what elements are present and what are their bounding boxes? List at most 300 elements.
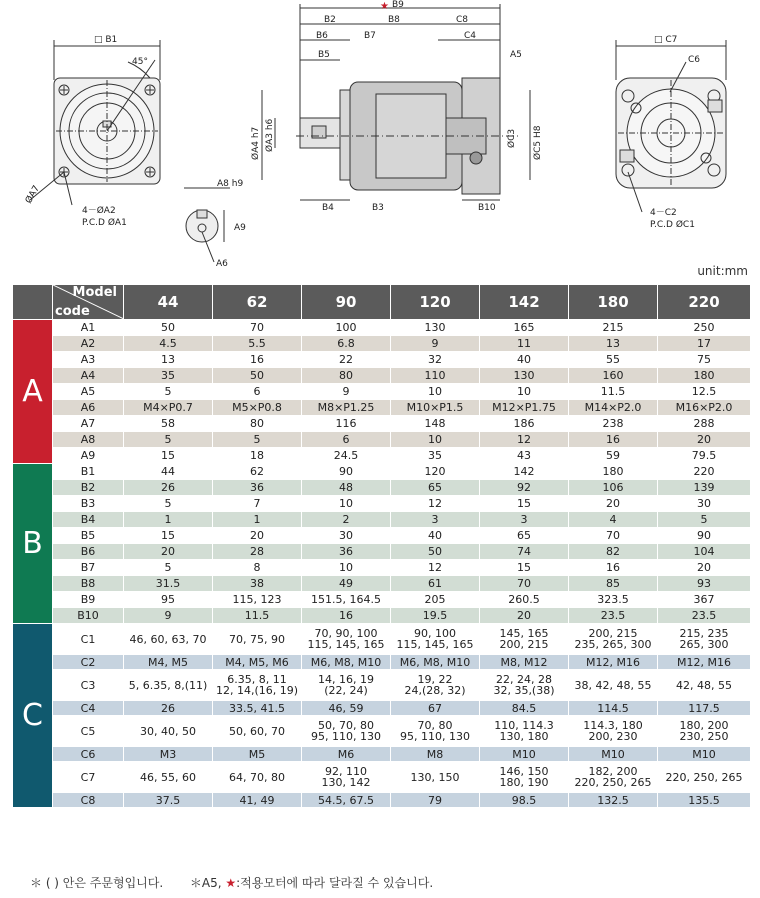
table-cell: 18 [213,448,302,464]
header-group-cell [13,285,53,320]
footnote-motor-note: :적용모터에 따라 달라질 수 있습니다. [236,876,434,890]
cell-line: 114.3, 180 [583,719,643,732]
table-cell: 23.5 [658,608,751,624]
cell-line: M3 [159,747,177,761]
table-cell: 238 [569,416,658,432]
table-cell: 11.5 [213,608,302,624]
table-cell [124,701,213,716]
table-cell [124,762,213,793]
cell-line: 54.5, 67.5 [318,793,374,807]
table-cell [658,793,751,808]
table-cell: 10 [302,496,391,512]
table-cell [124,624,213,655]
table-cell [480,655,569,670]
cell-line: 33.5, 41.5 [229,701,285,715]
table-cell [658,670,751,701]
table-cell [302,762,391,793]
label-c7: □ C7 [654,35,678,45]
row-code: B1 [53,464,124,480]
table-cell: 44 [124,464,213,480]
table-cell [480,762,569,793]
spec-table-body [13,320,751,808]
table-cell: 85 [569,576,658,592]
cell-line: M10 [512,747,536,761]
table-cell [391,793,480,808]
table-cell [569,701,658,716]
table-cell: 36 [213,480,302,496]
table-cell: 20 [569,496,658,512]
table-cell: 30 [302,528,391,544]
row-code: A3 [53,352,124,368]
table-cell [569,670,658,701]
label-c5: ØC5 H8 [533,125,543,160]
table-cell: 5 [124,560,213,576]
table-cell: 10 [391,384,480,400]
table-cell: 36 [302,544,391,560]
cell-line: 180, 190 [499,776,549,789]
table-cell: 16 [213,352,302,368]
table-cell: 3 [391,512,480,528]
table-cell: 48 [302,480,391,496]
label-b6: B6 [316,31,328,41]
table-cell: M14×P2.0 [569,400,658,416]
table-cell: 65 [480,528,569,544]
header-model-62: 62 [213,285,302,320]
shaft-end-view [184,188,230,262]
table-cell [480,701,569,716]
label-rear-holes: 4－C2 [650,208,677,218]
row-code: C4 [53,701,124,716]
label-b4: B4 [322,203,334,213]
cell-line: 132.5 [597,793,629,807]
table-cell: M5×P0.8 [213,400,302,416]
table-cell: 61 [391,576,480,592]
cell-line: 37.5 [155,793,181,807]
label-angle: 45° [132,57,148,67]
side-view [262,4,530,200]
table-row [13,655,751,670]
table-row [13,480,751,496]
header-model-142: 142 [480,285,569,320]
table-cell: 50 [124,320,213,336]
row-code: B9 [53,592,124,608]
header-model-label: Model [72,285,117,300]
row-code: C2 [53,655,124,670]
cell-line: 235, 265, 300 [574,638,652,651]
cell-line: (22, 24) [324,684,368,697]
group-label-a: A [13,320,53,464]
cell-line: 70, 90, 100 [314,627,378,640]
table-cell: M8×P1.25 [302,400,391,416]
table-cell: 180 [658,368,751,384]
cell-line: 145, 165 [499,627,549,640]
table-row [13,701,751,716]
table-cell [658,624,751,655]
header-model-90: 90 [302,285,391,320]
table-cell: 186 [480,416,569,432]
row-code: A7 [53,416,124,432]
row-code: B4 [53,512,124,528]
table-cell: 70 [569,528,658,544]
table-cell: 43 [480,448,569,464]
cell-line: M6, M8, M10 [310,655,382,669]
label-a7: ØA7 [23,184,43,206]
table-cell: 70 [213,320,302,336]
cell-line: 114.5 [597,701,629,715]
cell-line: 46, 60, 63, 70 [129,632,207,646]
cell-line: 50, 60, 70 [229,724,285,738]
label-a5: A5 [510,50,522,60]
table-cell: 115, 123 [213,592,302,608]
table-cell: 80 [213,416,302,432]
table-cell: 148 [391,416,480,432]
table-cell: 49 [302,576,391,592]
table-row [13,352,751,368]
cell-line: M8, M12 [500,655,548,669]
table-row [13,320,751,336]
table-cell [480,670,569,701]
table-row [13,670,751,701]
table-cell: 288 [658,416,751,432]
row-code: B7 [53,560,124,576]
table-cell: 139 [658,480,751,496]
table-cell: M10×P1.5 [391,400,480,416]
table-cell: 15 [124,448,213,464]
cell-line: M6, M8, M10 [399,655,471,669]
table-row [13,592,751,608]
header-model-220: 220 [658,285,751,320]
table-cell [391,747,480,762]
table-cell: 90 [658,528,751,544]
table-cell: 6.8 [302,336,391,352]
row-code: A8 [53,432,124,448]
label-b3: B3 [372,203,384,213]
cell-line: 50, 70, 80 [318,719,374,732]
table-cell: 12.5 [658,384,751,400]
cell-line: 70, 75, 90 [229,632,285,646]
table-cell: 205 [391,592,480,608]
cell-line: 70, 80 [417,719,453,732]
label-c3: ØC3 [507,128,517,148]
cell-line: 130, 142 [321,776,371,789]
row-code: C3 [53,670,124,701]
cell-line: 22, 24, 28 [496,673,552,686]
label-c8: C8 [456,15,469,25]
table-cell: 82 [569,544,658,560]
table-cell: 12 [391,496,480,512]
label-c6: C6 [688,55,701,65]
table-cell: 12 [480,432,569,448]
cell-line: 46, 59 [328,701,364,715]
table-cell: 15 [480,496,569,512]
table-cell [658,747,751,762]
table-cell [569,624,658,655]
table-cell: 5 [124,384,213,400]
cell-line: 95, 110, 130 [400,730,470,743]
row-code: A9 [53,448,124,464]
label-b10: B10 [478,203,496,213]
table-cell [658,655,751,670]
table-cell: 367 [658,592,751,608]
table-cell: 130 [480,368,569,384]
table-cell [391,655,480,670]
header-row [13,285,751,320]
table-cell [213,747,302,762]
b9-star-icon: ★ [380,1,389,12]
cell-line: 115, 145, 165 [396,638,474,651]
cell-line: M12, M16 [586,655,640,669]
table-cell: 220 [658,464,751,480]
table-cell: 80 [302,368,391,384]
table-cell: 26 [124,480,213,496]
table-cell [302,670,391,701]
table-cell: 55 [569,352,658,368]
cell-line: 130, 180 [499,730,549,743]
table-cell [480,716,569,747]
table-row [13,747,751,762]
table-cell [302,701,391,716]
table-cell: 35 [124,368,213,384]
table-cell [124,793,213,808]
table-cell: M12×P1.75 [480,400,569,416]
footnote-custom-order: ＊ ( ) 안은 주문형입니다. [30,876,164,890]
row-code: C7 [53,762,124,793]
cell-line: 6.35, 8, 11 [227,673,287,686]
table-cell [391,701,480,716]
label-a4: ØA4 h7 [251,126,261,160]
cell-line: 67 [428,701,442,715]
table-cell: 7 [213,496,302,512]
cell-line: 146, 150 [499,765,549,778]
table-cell: 13 [569,336,658,352]
table-cell [569,655,658,670]
group-label-b: B [13,464,53,624]
table-cell [658,716,751,747]
table-cell [213,793,302,808]
table-cell: 16 [302,608,391,624]
table-cell: 65 [391,480,480,496]
cell-line: 19, 22 [417,673,453,686]
table-cell: 130 [391,320,480,336]
table-cell [213,701,302,716]
technical-drawings [0,0,760,270]
cell-line: 42, 48, 55 [676,678,732,692]
cell-line: 64, 70, 80 [229,770,285,784]
table-cell [658,762,751,793]
table-cell: 4 [569,512,658,528]
label-front-pcd: P.C.D ØA1 [82,218,127,228]
header-model-120: 120 [391,285,480,320]
table-cell: 110 [391,368,480,384]
table-cell: 151.5, 164.5 [302,592,391,608]
row-code: A5 [53,384,124,400]
label-b8: B8 [388,15,400,25]
cell-line: 92, 110 [325,765,367,778]
row-code: B5 [53,528,124,544]
cell-line: 220, 250, 265 [665,770,743,784]
cell-line: 84.5 [511,701,537,715]
table-row [13,336,751,352]
table-cell [569,793,658,808]
cell-line: M8 [426,747,444,761]
table-cell: 160 [569,368,658,384]
table-cell: 1 [124,512,213,528]
table-cell: 92 [480,480,569,496]
table-cell [480,747,569,762]
cell-line: 230, 250 [679,730,729,743]
table-cell: 10 [480,384,569,400]
table-cell: 28 [213,544,302,560]
table-cell: 6 [302,432,391,448]
table-cell: 16 [569,432,658,448]
cell-line: 200, 230 [588,730,638,743]
table-cell: 1 [213,512,302,528]
table-cell: 11.5 [569,384,658,400]
table-row [13,448,751,464]
label-b2: B2 [324,15,336,25]
cell-line: 46, 55, 60 [140,770,196,784]
table-cell [391,762,480,793]
table-cell: 50 [391,544,480,560]
table-cell: 23.5 [569,608,658,624]
cell-line: 24,(28, 32) [404,684,466,697]
table-cell [213,762,302,793]
table-cell: 11 [480,336,569,352]
header-model-44: 44 [124,285,213,320]
table-cell [391,716,480,747]
table-cell: 20 [658,432,751,448]
table-cell: 5 [124,432,213,448]
cell-line: 14, 16, 19 [318,673,374,686]
row-code: C8 [53,793,124,808]
cell-line: M12, M16 [677,655,731,669]
table-cell [124,747,213,762]
table-cell [302,716,391,747]
table-row [13,576,751,592]
table-row [13,624,751,655]
table-cell: 5 [658,512,751,528]
table-cell [569,716,658,747]
cell-line: 135.5 [688,793,720,807]
header-corner [53,285,124,320]
cell-line: 180, 200 [679,719,729,732]
table-row [13,716,751,747]
table-cell: 95 [124,592,213,608]
table-cell: 40 [480,352,569,368]
label-a3: ØA3 h6 [265,118,275,152]
cell-line: M4, M5 [148,655,188,669]
table-cell: 70 [480,576,569,592]
star-icon: ★ [225,876,237,890]
table-cell [302,793,391,808]
cell-line: 200, 215 [499,638,549,651]
rear-view [616,40,726,212]
table-cell: 8 [213,560,302,576]
table-cell: 17 [658,336,751,352]
row-code: A4 [53,368,124,384]
label-a9: A9 [234,223,246,233]
table-cell [480,793,569,808]
row-code: B3 [53,496,124,512]
footnote [30,874,433,891]
table-cell: 31.5 [124,576,213,592]
table-cell: 5.5 [213,336,302,352]
table-row [13,368,751,384]
cell-line: M4, M5, M6 [225,655,289,669]
table-row [13,496,751,512]
table-cell [302,624,391,655]
cell-line: 110, 114.3 [494,719,554,732]
table-cell [124,716,213,747]
table-cell: M16×P2.0 [658,400,751,416]
table-row [13,544,751,560]
table-row [13,762,751,793]
cell-line: 38, 42, 48, 55 [574,678,652,692]
table-cell: 106 [569,480,658,496]
table-cell: 6 [213,384,302,400]
table-row [13,400,751,416]
spec-table [12,284,751,808]
cell-line: 220, 250, 265 [574,776,652,789]
table-cell: 20 [213,528,302,544]
cell-line: 265, 300 [679,638,729,651]
cell-line: 32, 35,(38) [493,684,555,697]
cell-line: 117.5 [688,701,720,715]
cell-line: 79 [428,793,442,807]
table-cell [124,655,213,670]
table-cell: 24.5 [302,448,391,464]
table-cell: 5 [213,432,302,448]
cell-line: 12, 14,(16, 19) [215,684,299,697]
table-cell: 2 [302,512,391,528]
table-cell [569,747,658,762]
table-cell [213,624,302,655]
cell-line: 200, 215 [588,627,638,640]
table-cell: 16 [569,560,658,576]
table-cell: 9 [391,336,480,352]
table-cell: 165 [480,320,569,336]
table-cell: 215 [569,320,658,336]
table-cell: 20 [658,560,751,576]
table-cell: 100 [302,320,391,336]
table-cell: 4.5 [124,336,213,352]
row-code: B2 [53,480,124,496]
header-model-180: 180 [569,285,658,320]
label-a6: A6 [216,259,228,269]
label-b5: B5 [318,50,330,60]
table-cell: 59 [569,448,658,464]
table-cell [391,624,480,655]
table-cell: 323.5 [569,592,658,608]
cell-line: 5, 6.35, 8,(11) [128,678,208,692]
table-cell: 30 [658,496,751,512]
table-row [13,608,751,624]
table-cell [658,701,751,716]
group-label-c: C [13,624,53,808]
cell-line: 130, 150 [410,770,460,784]
row-code: C6 [53,747,124,762]
table-cell: 19.5 [391,608,480,624]
table-cell: 79.5 [658,448,751,464]
table-cell [213,716,302,747]
table-cell [213,670,302,701]
table-cell: 12 [391,560,480,576]
table-cell: 3 [480,512,569,528]
table-cell: 35 [391,448,480,464]
row-code: C5 [53,716,124,747]
table-cell: 142 [480,464,569,480]
row-code: B6 [53,544,124,560]
